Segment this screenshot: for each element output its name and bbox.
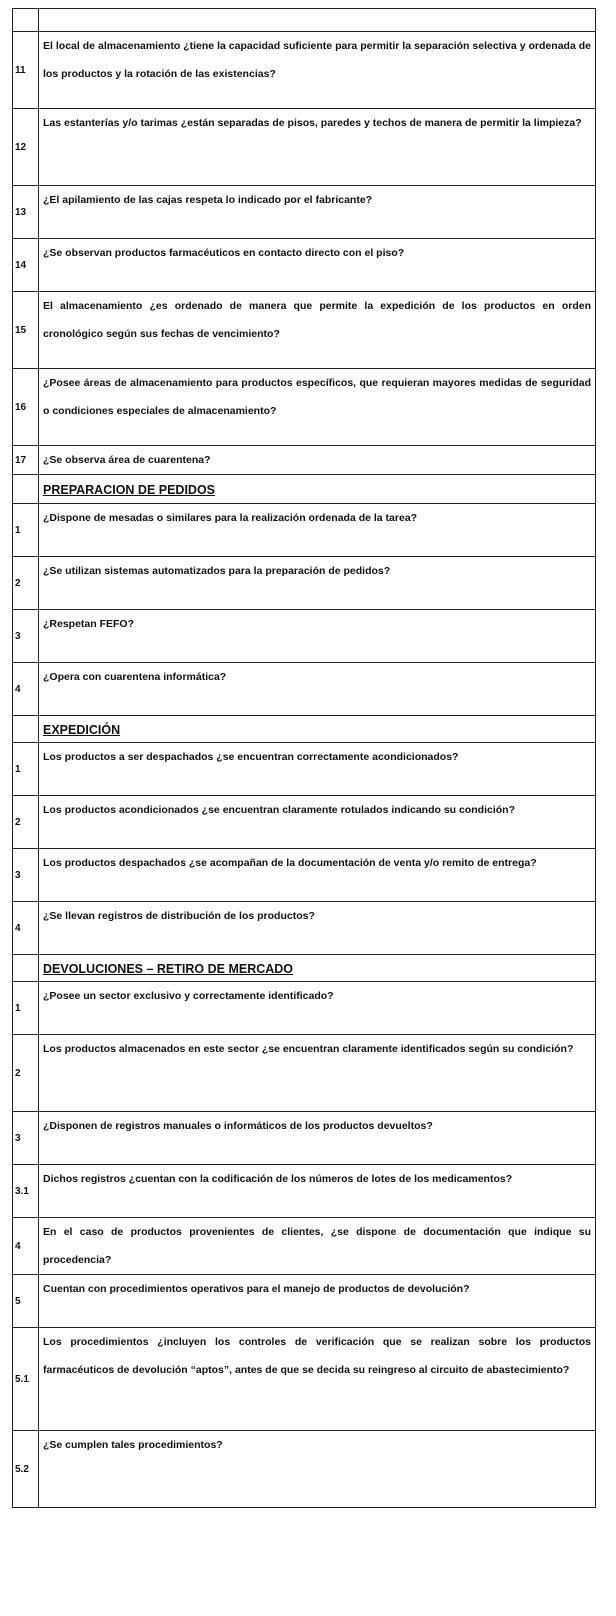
item-number: 11	[13, 32, 39, 109]
question-text: ¿Posee áreas de almacenamiento para productos específicos, que requieran mayores medidas de seguridad o condiciones especiales de almacenamiento?	[39, 369, 596, 446]
question-row	[13, 982, 596, 1035]
question-row	[13, 663, 596, 716]
question-row	[13, 1218, 596, 1275]
question-row	[13, 610, 596, 663]
question-row	[13, 1431, 596, 1508]
item-number: 17	[13, 446, 39, 475]
item-number: 15	[13, 292, 39, 369]
section-row	[13, 475, 596, 504]
question-row	[13, 1275, 596, 1328]
question-row	[13, 557, 596, 610]
question-text: ¿Se observan productos farmacéuticos en contacto directo con el piso?	[39, 239, 596, 292]
question-text: El local de almacenamiento ¿tiene la capacidad suficiente para permitir la separación selectiva y ordenada de los productos y la rotación de las existencias?	[39, 32, 596, 109]
item-number	[13, 716, 39, 743]
item-number: 14	[13, 239, 39, 292]
question-row	[13, 1165, 596, 1218]
question-text: ¿Opera con cuarentena informática?	[39, 663, 596, 716]
checklist-sheet	[12, 8, 596, 1508]
question-row	[13, 849, 596, 902]
question-text: Los productos despachados ¿se acompañan de la documentación de venta y/o remito de entrega?	[39, 849, 596, 902]
question-row	[13, 504, 596, 557]
checklist-table	[12, 8, 596, 1508]
section-row	[13, 716, 596, 743]
question-row	[13, 186, 596, 239]
question-text	[39, 9, 596, 32]
item-number: 5.2	[13, 1431, 39, 1508]
question-row	[13, 239, 596, 292]
question-text: ¿Se cumplen tales procedimientos?	[39, 1431, 596, 1508]
item-number	[13, 955, 39, 982]
question-text: ¿Posee un sector exclusivo y correctamente identificado?	[39, 982, 596, 1035]
question-row	[13, 1035, 596, 1112]
question-text: ¿Se observa área de cuarentena?	[39, 446, 596, 475]
item-number: 4	[13, 902, 39, 955]
question-text: ¿Disponen de registros manuales o informáticos de los productos devueltos?	[39, 1112, 596, 1165]
question-text: ¿Se llevan registros de distribución de los productos?	[39, 902, 596, 955]
item-number: 4	[13, 1218, 39, 1275]
question-row	[13, 743, 596, 796]
question-text: El almacenamiento ¿es ordenado de manera que permite la expedición de los productos en orden cronológico según sus fechas de vencimiento?	[39, 292, 596, 369]
item-number: 3	[13, 610, 39, 663]
item-number: 1	[13, 504, 39, 557]
question-text: Las estanterías y/o tarimas ¿están separadas de pisos, paredes y techos de manera de permitir la limpieza?	[39, 109, 596, 186]
question-row	[13, 1112, 596, 1165]
question-text: Cuentan con procedimientos operativos para el manejo de productos de devolución?	[39, 1275, 596, 1328]
item-number: 5.1	[13, 1328, 39, 1431]
item-number: 3	[13, 849, 39, 902]
item-number: 4	[13, 663, 39, 716]
question-row	[13, 902, 596, 955]
item-number: 13	[13, 186, 39, 239]
question-text: Los productos acondicionados ¿se encuentran claramente rotulados indicando su condición?	[39, 796, 596, 849]
item-number: 2	[13, 796, 39, 849]
section-title: EXPEDICIÓN	[39, 716, 596, 743]
item-number: 2	[13, 557, 39, 610]
question-row	[13, 446, 596, 475]
item-number: 5	[13, 1275, 39, 1328]
item-number	[13, 9, 39, 32]
question-row	[13, 369, 596, 446]
item-number: 16	[13, 369, 39, 446]
question-row	[13, 32, 596, 109]
question-text: ¿Dispone de mesadas o similares para la realización ordenada de la tarea?	[39, 504, 596, 557]
item-number: 3	[13, 1112, 39, 1165]
question-text: ¿El apilamiento de las cajas respeta lo indicado por el fabricante?	[39, 186, 596, 239]
item-number: 3.1	[13, 1165, 39, 1218]
item-number	[13, 475, 39, 504]
section-title: PREPARACION DE PEDIDOS	[39, 475, 596, 504]
question-row	[13, 796, 596, 849]
checklist-rows	[13, 9, 596, 1508]
item-number: 1	[13, 982, 39, 1035]
item-number: 2	[13, 1035, 39, 1112]
question-text: Los procedimientos ¿incluyen los controles de verificación que se realizan sobre los productos farmacéuticos de devolución “aptos”, antes de que se decida su reingreso al circuito de abastecimiento?	[39, 1328, 596, 1431]
question-text: ¿Respetan FEFO?	[39, 610, 596, 663]
question-row	[13, 1328, 596, 1431]
question-text: ¿Se utilizan sistemas automatizados para la preparación de pedidos?	[39, 557, 596, 610]
blank-row	[13, 9, 596, 32]
question-text: Los productos almacenados en este sector ¿se encuentran claramente identificados según su condición?	[39, 1035, 596, 1112]
question-text: Dichos registros ¿cuentan con la codificación de los números de lotes de los medicamentos?	[39, 1165, 596, 1218]
section-title: DEVOLUCIONES – RETIRO DE MERCADO	[39, 955, 596, 982]
question-row	[13, 109, 596, 186]
item-number: 12	[13, 109, 39, 186]
question-text: En el caso de productos provenientes de clientes, ¿se dispone de documentación que indique su procedencia?	[39, 1218, 596, 1275]
section-row	[13, 955, 596, 982]
item-number: 1	[13, 743, 39, 796]
question-text: Los productos a ser despachados ¿se encuentran correctamente acondicionados?	[39, 743, 596, 796]
question-row	[13, 292, 596, 369]
